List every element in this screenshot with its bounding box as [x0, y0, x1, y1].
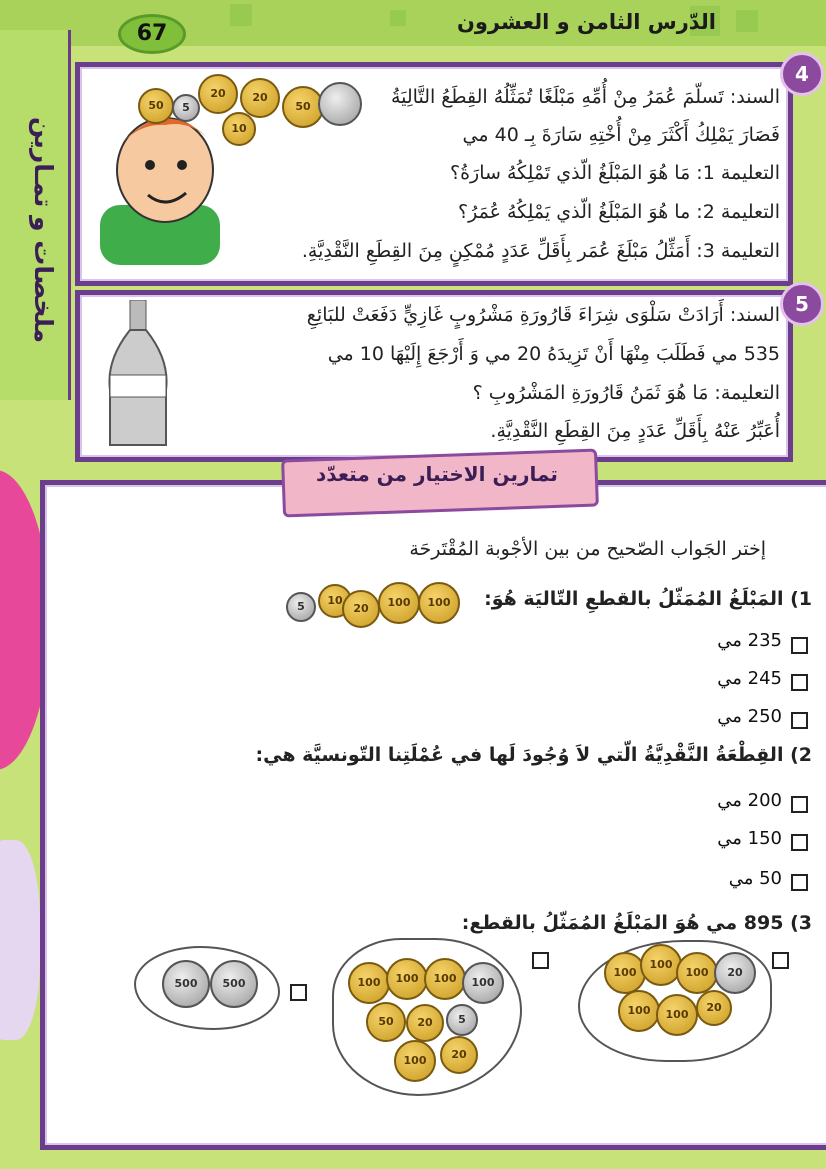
coin: 100 [418, 582, 460, 624]
page-number: 67 [118, 14, 186, 54]
section-title: تمارين الاختيار من متعدّد [316, 462, 558, 486]
ex5-line-3: التعليمة: مَا هُوَ ثَمَنُ قَارُورَةِ المَشْرُوبِ ؟ [472, 382, 780, 404]
coin: 20 [342, 590, 380, 628]
q3-option-b-checkbox[interactable] [532, 952, 549, 969]
ex4-line-4: التعليمة 2: ما هُوَ المَبْلَغُ الّذي يَمْلِكُهُ عُمَرُ؟ [458, 201, 780, 223]
coin: 5 [172, 94, 200, 122]
q3-text: 3) 895 مي هُوَ المَبْلَغُ المُمَثّلُ بالقطع: [461, 912, 812, 934]
bottle-illustration [100, 300, 176, 450]
exercise-5-badge: 5 [780, 282, 824, 326]
ex4-line-3: التعليمة 1: مَا هُوَ المَبْلَغُ الّذي تَمْلِكُهُ سارَةُ؟ [449, 162, 780, 184]
q2-option-checkbox[interactable] [791, 834, 808, 851]
coin: 20 [440, 1036, 478, 1074]
decor-blob [0, 840, 40, 1040]
coin: 100 [604, 952, 646, 994]
coin: 100 [424, 958, 466, 1000]
q1-text: 1) المَبْلَغُ المُمَثّلُ بالقطعِ التّاليَة هُوَ: [484, 588, 812, 610]
q1-option-checkbox[interactable] [791, 712, 808, 729]
coin: 50 [138, 88, 174, 124]
coin: 20 [406, 1004, 444, 1042]
coin: 50 [366, 1002, 406, 1042]
coin: 5 [446, 1004, 478, 1036]
side-label: ملخصات و تمـارين [29, 116, 58, 344]
coin: 100 [618, 990, 660, 1032]
coin: 20 [240, 78, 280, 118]
coin: 5 [286, 592, 316, 622]
decor-square [230, 4, 252, 26]
q1-option-checkbox[interactable] [791, 674, 808, 691]
q2-option-checkbox[interactable] [791, 874, 808, 891]
coin: 100 [676, 952, 718, 994]
q2-option: 150 مي [717, 828, 782, 849]
lesson-title: الدّرس الثامن و العشرون [456, 10, 716, 34]
coin: 50 [282, 86, 324, 128]
decor-square [736, 10, 758, 32]
ex5-line-1: السند: أَرَادَتْ سَلْوَى شِرَاءَ قَارُورَةِ مَشْرُوبٍ غَازِيٍّ دَفَعَتْ للبَائِعِ [306, 304, 780, 326]
ex4-line-1: السند: تَسلّمَ عُمَرُ مِنْ أُمِّهِ مَبْلَغًا تُمَثِّلُهُ القِطَعُ التَّالِيَةُ [390, 86, 780, 108]
coin: 10 [222, 112, 256, 146]
side-panel [0, 30, 71, 400]
q2-option: 200 مي [717, 790, 782, 811]
coin: 10 [318, 584, 352, 618]
coin-silver-decor [318, 82, 362, 126]
coin: 100 [462, 962, 504, 1004]
coin: 20 [714, 952, 756, 994]
q2-text: 2) القِطْعَةُ النَّقْدِيَّةُ الّتي لاَ وُجُودَ لَها في عُمْلَتِنا التّونسيَّة هي: [255, 744, 812, 766]
coin: 100 [348, 962, 390, 1004]
q2-option: 50 مي [728, 868, 782, 889]
coin: 100 [640, 944, 682, 986]
coin: 20 [198, 74, 238, 114]
coin: 500 [162, 960, 210, 1008]
mcq-instruction: إختر الجَواب الصّحيح من بين الأجْوبة المُقْتَرحَة [409, 538, 766, 560]
q3-option-a-checkbox[interactable] [772, 952, 789, 969]
q2-option-checkbox[interactable] [791, 796, 808, 813]
coin: 100 [656, 994, 698, 1036]
q1-option: 235 مي [717, 630, 782, 651]
ex5-line-2: 535 مي فَطَلَبَ مِنْهَا أَنْ تَزِيدَهُ 20 مي وَ أَرْجَعَ إِلَيْهَا 10 مي [327, 343, 780, 365]
coin: 100 [394, 1040, 436, 1082]
coin: 500 [210, 960, 258, 1008]
ex5-line-4: أُعَبِّرُ عَنْهُ بِأَقَلِّ عَدَدٍ مِنَ القِطَعِ النَّقْدِيَّةِ. [490, 420, 780, 442]
q1-option: 245 مي [717, 668, 782, 689]
q1-option: 250 مي [717, 706, 782, 727]
decor-square [390, 10, 406, 26]
coin: 20 [696, 990, 732, 1026]
coin: 100 [386, 958, 428, 1000]
ex4-line-5: التعليمة 3: أَمَثِّلُ مَبْلَغَ عُمَر بِأَقَلِّ عَدَدٍ مُمْكِنٍ مِنَ القِطَعِ النَّقْدِيَّةِ. [301, 240, 780, 262]
exercise-4-badge: 4 [780, 52, 824, 96]
ex4-line-2: فَصَارَ يَمْلِكُ أَكْثَرَ مِنْ أُخْتِهِ سَارَةَ بِـ 40 مي [462, 124, 780, 146]
q1-option-checkbox[interactable] [791, 637, 808, 654]
q3-option-c-checkbox[interactable] [290, 984, 307, 1001]
coin: 100 [378, 582, 420, 624]
